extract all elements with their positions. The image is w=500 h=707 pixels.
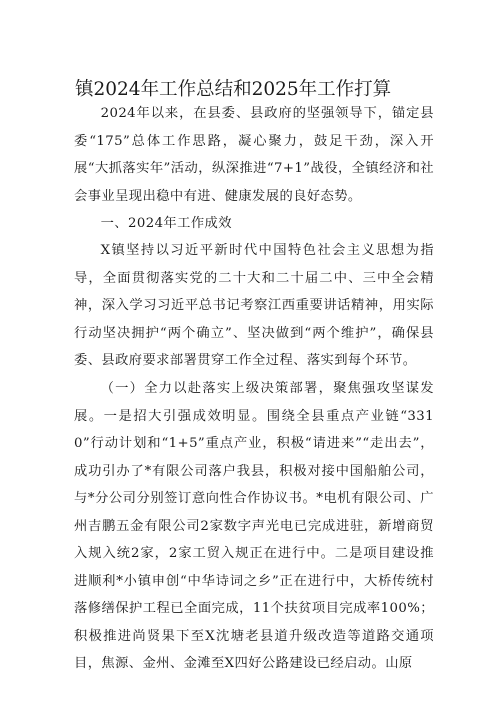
subsection-paragraph: （一）全力以赴落实上级决策部署，聚焦强攻坚谋发展。一是招大引强成效明显。围绕全县重点产业链“3310”行动计划和“1+5”重点产业，积极“请进来”“走出去”，成功引办了*有限公司落户我县，积极对接中国船舶公司，与*分公司分别签订意向性合作协议书。*电机有限公司、广州吉鹏五金有限公司2家数字声光电已完成进驻，新增商贸入规入统2家，2家工贸入规正在进行中。二是项目建设推进顺利*小镇申创“中华诗词之乡”正在进行中，大桥传统村落修缮保护工程已全面完成，11个扶贫项目完成率100%；积极推进尚贤果下至X沈塘老县道升级改造等道路交通项目，焦源、金州、金滩至X四好公路建设已经启动。山原 (74, 381, 434, 671)
document-title: 镇2024年工作总结和2025年工作打算 (75, 79, 392, 100)
intro-paragraph: 2024年以来，在县委、县政府的坚强领导下，锚定县委“175”总体工作思路，凝心聚力，鼓足干劲，深入开展“大抓落实年”活动，纵深推进“7+1”战役，全镇经济和社会事业呈现出稳中有进、健康发展的良好态势。 (74, 106, 434, 204)
section-paragraph: X镇坚持以习近平新时代中国特色社会主义思想为指导，全面贯彻落实党的二十大和二十届二中、三中全会精神，深入学习习近平总书记考察江西重要讲话精神，用实际行动坚决拥护“两个确立”、坚决做到“两个维护”，确保县委、县政府要求部署贯穿工作全过程、落实到每个环节。 (74, 243, 434, 368)
section-heading: 一、2024年工作成效 (100, 216, 232, 231)
